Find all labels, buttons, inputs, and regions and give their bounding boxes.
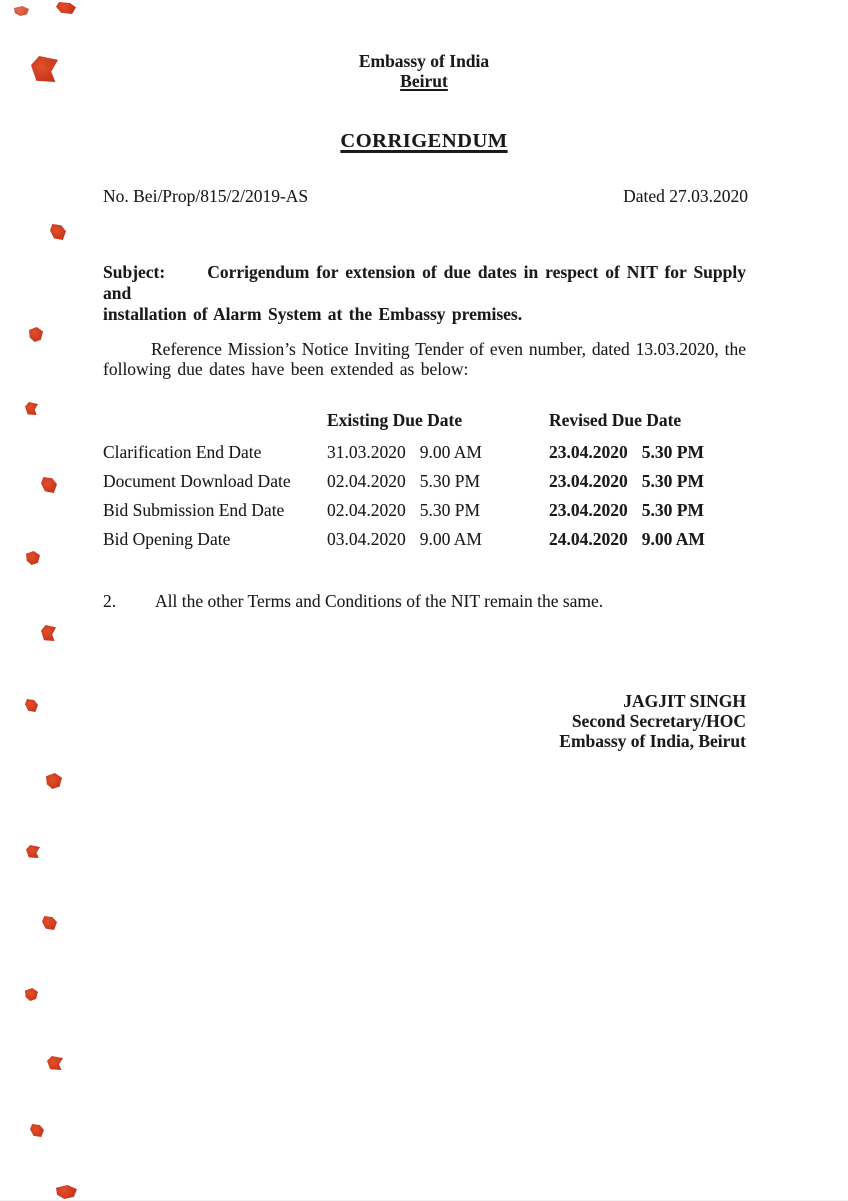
red-edge-mark <box>42 916 57 930</box>
red-edge-mark <box>25 699 38 712</box>
signatory-organization: Embassy of India, Beirut <box>559 731 746 751</box>
reference-paragraph-line-2: following due dates have been extended as below: <box>103 358 469 379</box>
reference-number: No. Bei/Prop/815/2/2019-AS <box>103 186 309 206</box>
existing-value: 31.03.2020 9.00 AM <box>327 442 482 462</box>
red-edge-mark <box>25 988 38 1001</box>
red-edge-mark <box>46 773 62 789</box>
org-name: Embassy of India <box>358 51 490 71</box>
table-row <box>103 529 746 551</box>
red-edge-mark <box>41 625 56 641</box>
revised-value: 23.04.2020 5.30 PM <box>549 471 704 491</box>
reference-line <box>103 186 748 207</box>
paragraph-number: 2. <box>103 591 117 611</box>
due-dates-table <box>103 410 746 552</box>
row-label: Bid Submission End Date <box>103 500 285 520</box>
letterhead <box>0 52 848 91</box>
existing-value: 03.04.2020 9.00 AM <box>327 529 482 549</box>
row-label: Document Download Date <box>103 471 291 491</box>
red-edge-mark <box>50 224 66 240</box>
red-edge-mark <box>41 477 57 493</box>
revised-value: 24.04.2020 9.00 AM <box>549 529 705 549</box>
row-label: Clarification End Date <box>103 442 262 462</box>
table-row <box>103 500 746 522</box>
closing-text: All the other Terms and Conditions of the NIT remain the same. <box>155 591 604 611</box>
red-edge-mark <box>56 2 76 14</box>
reference-date: Dated 27.03.2020 <box>623 186 748 206</box>
revised-due-date-header: Revised Due Date <box>549 410 682 430</box>
row-label: Bid Opening Date <box>103 529 231 549</box>
existing-due-date-header: Existing Due Date <box>327 410 463 430</box>
revised-value: 23.04.2020 5.30 PM <box>549 500 704 520</box>
red-edge-mark <box>26 845 40 858</box>
signatory-designation: Second Secretary/HOC <box>571 711 746 731</box>
existing-value: 02.04.2020 5.30 PM <box>327 500 481 520</box>
org-city: Beirut <box>400 70 448 91</box>
red-edge-mark <box>25 402 38 415</box>
red-edge-mark <box>30 1124 44 1137</box>
signature-block <box>559 691 746 751</box>
signatory-name: JAGJIT SINGH <box>623 691 746 711</box>
subject-line-1: Subject: Corrigendum for extension of due dates in respect of NIT for Supply and <box>103 262 746 303</box>
document-title: CORRIGENDUM <box>340 130 508 152</box>
table-row <box>103 442 746 464</box>
reference-paragraph <box>103 340 746 379</box>
reference-paragraph-line-1: Reference Mission’s Notice Inviting Tender of even number, dated 13.03.2020, the <box>151 339 746 359</box>
red-edge-mark <box>56 1185 77 1199</box>
subject-paragraph <box>103 262 746 325</box>
red-edge-mark <box>14 6 29 16</box>
subject-label: Subject: <box>103 262 166 282</box>
closing-paragraph <box>103 591 746 612</box>
existing-value: 02.04.2020 5.30 PM <box>327 471 481 491</box>
table-row <box>103 471 746 493</box>
red-edge-mark <box>26 551 40 565</box>
red-edge-mark <box>47 1056 63 1070</box>
revised-value: 23.04.2020 5.30 PM <box>549 442 704 462</box>
red-edge-mark <box>29 327 43 342</box>
subject-line-2: installation of Alarm System at the Embassy premises. <box>103 303 523 324</box>
